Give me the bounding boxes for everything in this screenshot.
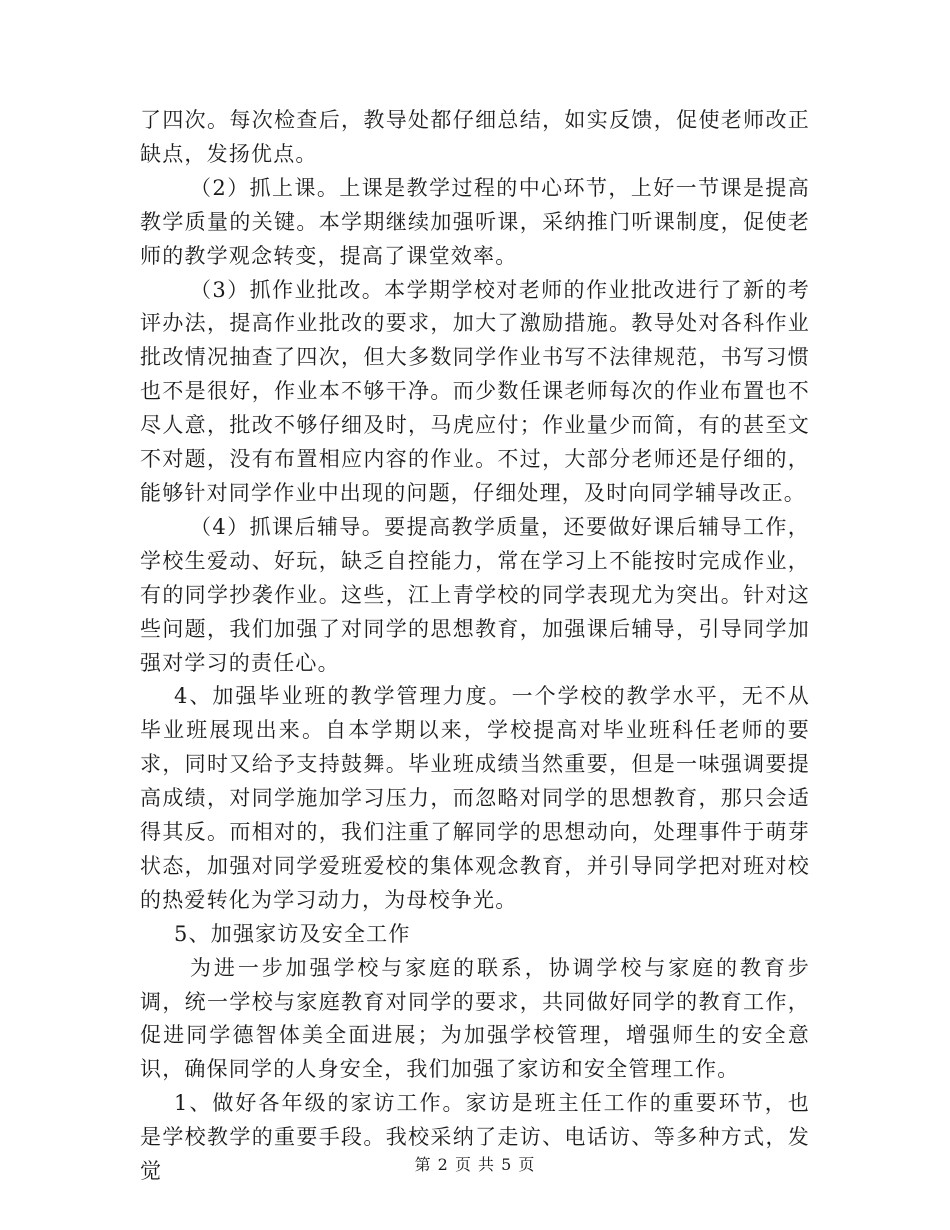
paragraph-5: 4、加强毕业班的教学管理力度。一个学校的教学水平，无不从毕业班展现出来。自本学期以来，学校提高对毕业班科任老师的要求，同时又给予支持鼓舞。毕业班成绩当然重要，但是一味强调要提高成绩，对同学施加学习压力，而忽略对同学的思想教育，那只会适得其反。而相对的，我们注重了解同学的思想动向，处理事件于萌芽状态，加强对同学爱班爱校的集体观念教育，并引导同学把对班对校的热爱转化为学习动力，为母校争光。 xyxy=(140,684,810,912)
page-number-footer: 第 2 页 共 5 页 xyxy=(414,1155,536,1174)
document-body xyxy=(140,104,810,1189)
paragraph-6: 为进一步加强学校与家庭的联系，协调学校与家庭的教育步调，统一学校与家庭教育对同学的要求，共同做好同学的教育工作，促进同学德智体美全面进展；为加强学校管理，增强师生的安全意识，确保同学的人身安全，我们加强了家访和安全管理工作。 xyxy=(140,955,810,1082)
paragraph-7: 1、做好各年级的家访工作。家访是班主任工作的重要环节，也是学校教学的重要手段。我校采纳了走访、电话访、等多种方式，发觉 xyxy=(140,1091,810,1184)
section-heading: 5、加强家访及安全工作 xyxy=(174,921,411,946)
paragraph-1: 了四次。每次检查后，教导处都仔细总结，如实反馈，促使老师改正缺点，发扬优点。 xyxy=(140,108,810,166)
paragraph-4: （4）抓课后辅导。要提高教学质量，还要做好课后辅导工作，学校生爱动、好玩，缺乏自控能力，常在学习上不能按时完成作业，有的同学抄袭作业。这些，江上青学校的同学表现尤为突出。针对这些问题，我们加强了对同学的思想教育，加强课后辅导，引导同学加强对学习的责任心。 xyxy=(140,514,810,675)
paragraph-2: （2）抓上课。上课是教学过程的中心环节，上好一节课是提高教学质量的关键。本学期继续加强听课，采纳推门听课制度，促使老师的教学观念转变，提高了课堂效率。 xyxy=(140,175,810,268)
paragraph-3: （3）抓作业批改。本学期学校对老师的作业批改进行了新的考评办法，提高作业批改的要求，加大了激励措施。教导处对各科作业批改情况抽查了四次，但大多数同学作业书写不法律规范，书写习惯也不是很好，作业本不够干净。而少数任课老师每次的作业布置也不尽人意，批改不够仔细及时，马虎应付；作业量少而简，有的甚至文不对题，没有布置相应内容的作业。不过，大部分老师还是仔细的，能够针对同学作业中出现的问题，仔细处理，及时向同学辅导改正。 xyxy=(140,277,810,505)
